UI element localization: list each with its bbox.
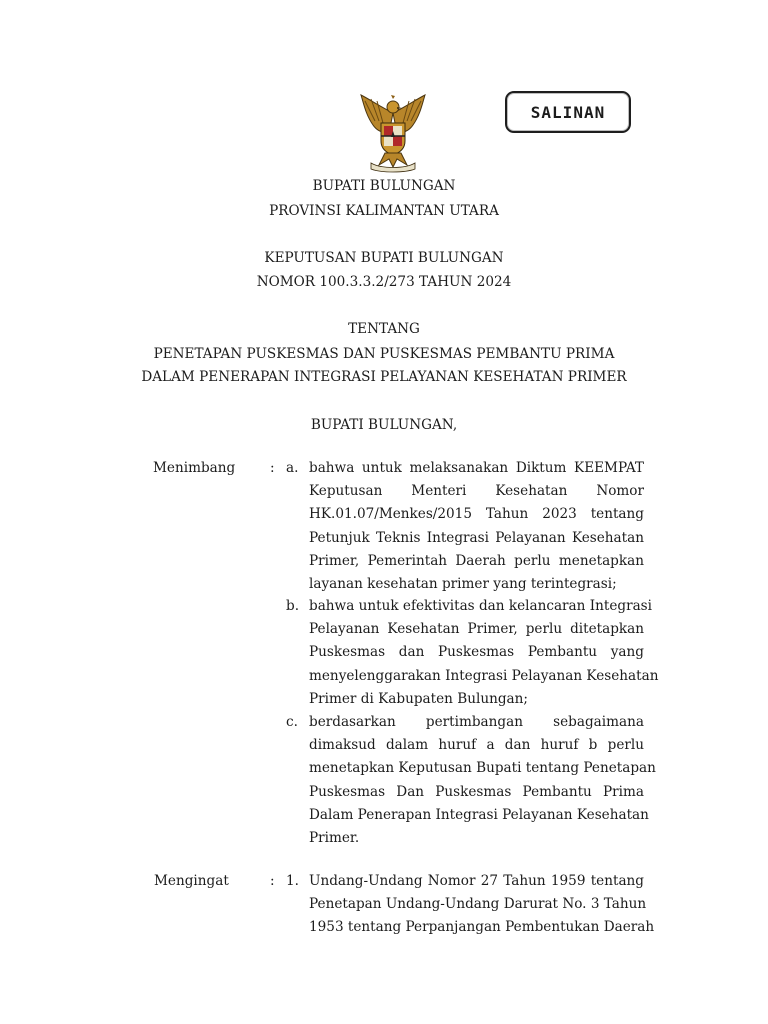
mengingat-item-1 [309,870,655,940]
text-line: Primer. [309,830,360,847]
item-marker: c. [286,714,298,730]
decree-number: NOMOR 100.3.3.2/273 TAHUN 2024 [256,274,512,290]
mengingat-label: Mengingat [154,873,229,889]
text-line: Keputusan Menteri Kesehatan Nomor [309,483,644,500]
text-line: Petunjuk Teknis Integrasi Pelayanan Kesehatan [309,529,644,546]
issuer-province: PROVINSI KALIMANTAN UTARA [269,203,499,219]
item-marker: b. [286,598,300,614]
menimbang-colon: : [270,460,275,476]
text-line: bahwa untuk melaksanakan Diktum KEEMPAT [309,460,644,476]
text-line: Dalam Penerapan Integrasi Pelayanan Kesehatan [309,806,649,823]
text-line: dimaksud dalam huruf a dan huruf b perlu [309,737,644,754]
mengingat-colon: : [270,873,275,889]
subject-line-2: DALAM PENERAPAN INTEGRASI PELAYANAN KESEHATAN PRIMER [141,369,627,385]
text-line: HK.01.07/Menkes/2015 Tahun 2023 tentang [309,506,644,523]
text-line: 1953 tentang Perpanjangan Pembentukan Daerah [309,919,655,936]
salinan-stamp: SALINAN [505,91,631,133]
text-line: Puskesmas dan Puskesmas Pembantu yang [309,644,644,661]
text-line: Pelayanan Kesehatan Primer, perlu ditetapkan [309,621,644,638]
text-line: Undang-Undang Nomor 27 Tahun 1959 tentang [309,873,644,889]
text-line: Primer, Pemerintah Daerah perlu menetapkan [309,552,644,569]
item-marker: a. [286,460,299,476]
authority-heading: BUPATI BULUNGAN, [310,417,458,433]
menimbang-item-a [309,457,644,596]
garuda-emblem-icon [357,93,429,173]
text-line: menetapkan Keputusan Bupati tentang Penetapan [309,760,656,777]
issuer-title: BUPATI BULUNGAN [312,178,456,194]
text-line: menyelenggarakan Integrasi Pelayanan Kesehatan [309,667,659,684]
text-line: layanan kesehatan primer yang terintegrasi; [309,576,617,593]
decree-title: KEPUTUSAN BUPATI BULUNGAN [264,250,504,266]
text-line: Penetapan Undang-Undang Darurat No. 3 Tahun [309,896,647,913]
subject-line-1: PENETAPAN PUSKESMAS DAN PUSKESMAS PEMBANTU PRIMA [153,346,615,362]
item-marker: 1. [286,873,299,889]
text-line: berdasarkan pertimbangan sebagaimana [309,714,644,730]
about-heading: TENTANG [348,321,420,337]
text-line: Primer di Kabupaten Bulungan; [309,690,528,707]
menimbang-label: Menimbang [153,460,236,476]
text-line: Puskesmas Dan Puskesmas Pembantu Prima [309,783,644,800]
menimbang-item-b [309,595,659,711]
text-line: bahwa untuk efektivitas dan kelancaran Integrasi [309,598,652,614]
menimbang-item-c [309,711,656,850]
